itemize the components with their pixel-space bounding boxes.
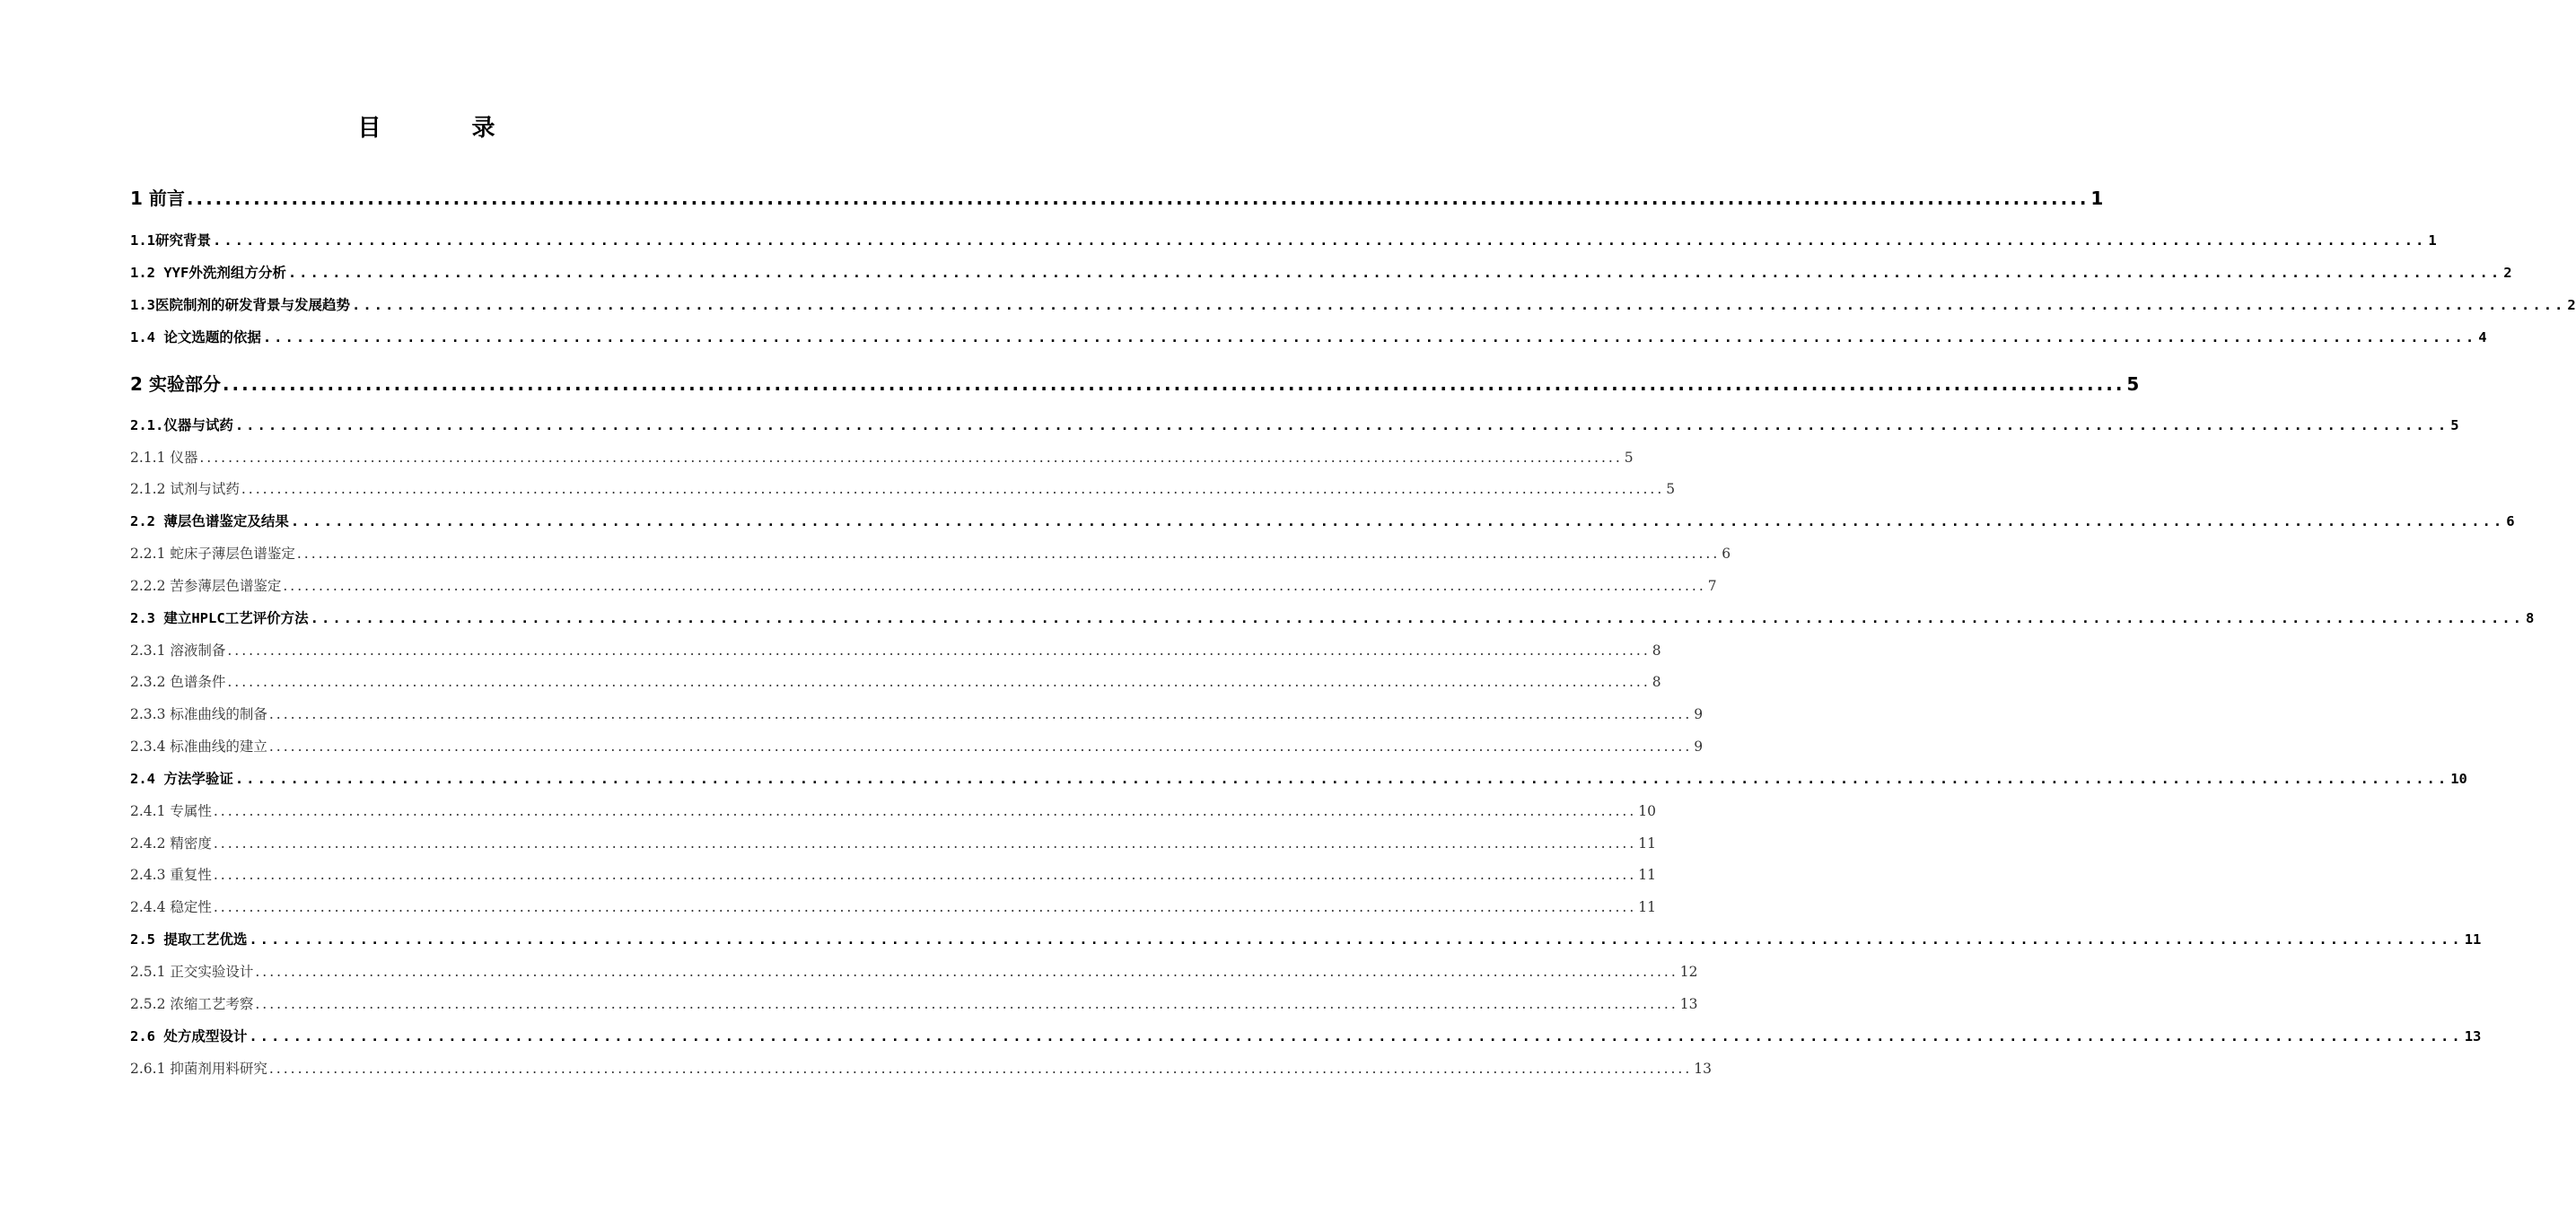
toc-page-number: 8 (1652, 642, 1661, 659)
toc-entry[interactable] (130, 768, 2467, 788)
toc-entry[interactable] (130, 262, 2512, 282)
toc-entry[interactable] (130, 478, 1676, 498)
toc-entry-label: 2.1.2 试剂与试药 (130, 481, 240, 497)
toc-entry[interactable] (130, 671, 1661, 691)
toc-page-number: 12 (1679, 964, 1698, 980)
toc-entry-label: 2.2 薄层色谱鉴定及结果 (130, 513, 289, 529)
toc-entry-label: 2.3 建立HPLC工艺评价方法 (130, 610, 309, 626)
toc-entry-label: 2.6 处方成型设计 (130, 1028, 248, 1044)
toc-leader-dots: ........................................................................................................................................................................................................ (222, 373, 2125, 395)
toc-entry-label: 2.4.1 专属性 (130, 803, 212, 819)
toc-page-number: 11 (1638, 899, 1657, 915)
toc-entry[interactable] (130, 543, 1731, 563)
toc-entry[interactable] (130, 993, 1698, 1013)
toc-leader-dots: ........................................................................................................................................................................................................ (268, 706, 1693, 722)
toc-leader-dots: ........................................................................................................................................................................................................ (213, 867, 1637, 883)
toc-leader-dots: ........................................................................................................................................................................................................ (249, 1028, 2463, 1044)
toc-page-number: 13 (2464, 1028, 2482, 1044)
toc-title: 目 录 (357, 115, 537, 142)
toc-entry[interactable] (130, 833, 1657, 852)
toc-leader-dots: ........................................................................................................................................................................................................ (352, 297, 2566, 313)
toc-entry[interactable] (130, 447, 1634, 467)
toc-leader-dots: ........................................................................................................................................................................................................ (255, 964, 1678, 980)
toc-leader-dots: ........................................................................................................................................................................................................ (268, 738, 1693, 755)
toc-entry[interactable] (130, 575, 1717, 595)
toc-leader-dots: ........................................................................................................................................................................................................ (249, 931, 2463, 948)
toc-page-number: 5 (2126, 373, 2140, 395)
toc-leader-dots: ........................................................................................................................................................................................................ (241, 481, 1665, 497)
toc-entry-label: 2.2.2 苦参薄层色谱鉴定 (130, 578, 282, 594)
toc-page-number: 4 (2478, 329, 2487, 345)
toc-leader-dots: ........................................................................................................................................................................................................ (290, 513, 2505, 529)
toc-entry-label: 1 前言 (130, 188, 185, 209)
toc-entry[interactable] (130, 370, 2140, 396)
toc-leader-dots: ........................................................................................................................................................................................................ (234, 771, 2449, 787)
toc-page-number: 8 (1652, 674, 1661, 690)
toc-page-number: 5 (1624, 450, 1634, 466)
toc-entry-label: 2.3.3 标准曲线的制备 (130, 706, 267, 722)
toc-leader-dots: ........................................................................................................................................................................................................ (310, 610, 2525, 626)
toc-entry[interactable] (130, 294, 2576, 314)
toc-page-number: 6 (2506, 513, 2515, 529)
toc-entry[interactable] (130, 327, 2487, 346)
toc-leader-dots: ........................................................................................................................................................................................................ (268, 1061, 1693, 1077)
toc-entry-label: 2.4.3 重复性 (130, 867, 212, 883)
toc-entry[interactable] (130, 230, 2437, 249)
toc-entry[interactable] (130, 1058, 1713, 1078)
toc-page-number: 5 (1666, 481, 1676, 497)
toc-entry-label: 1.3医院制剂的研发背景与发展趋势 (130, 297, 350, 313)
toc-leader-dots: ........................................................................................................................................................................................................ (287, 265, 2502, 281)
toc-entry[interactable] (130, 864, 1657, 884)
toc-page-number: 2 (2503, 265, 2512, 281)
toc-page-number: 13 (1679, 996, 1698, 1012)
toc-entry[interactable] (130, 736, 1704, 756)
toc-entry-label: 1.4 论文选题的依据 (130, 329, 261, 345)
toc-entry-label: 2.6.1 抑菌剂用料研究 (130, 1061, 267, 1077)
toc-entry[interactable] (130, 961, 1698, 981)
toc-entry[interactable] (130, 1026, 2482, 1045)
toc-entry-label: 2.3.2 色谱条件 (130, 674, 226, 690)
toc-leader-dots: ........................................................................................................................................................................................................ (255, 996, 1678, 1012)
toc-entry-label: 2 实验部分 (130, 373, 221, 395)
toc-entry-label: 2.4.2 精密度 (130, 835, 212, 852)
toc-entry-label: 2.3.4 标准曲线的建立 (130, 738, 267, 755)
toc-leader-dots: ........................................................................................................................................................................................................ (227, 674, 1651, 690)
toc-page-number: 11 (1638, 835, 1657, 852)
toc-leader-dots: ........................................................................................................................................................................................................ (213, 899, 1637, 915)
toc-entry-label: 1.2 YYF外洗剂组方分析 (130, 265, 286, 281)
toc-entry[interactable] (130, 929, 2482, 948)
toc-leader-dots: ........................................................................................................................................................................................................ (296, 546, 1721, 562)
toc-leader-dots: ........................................................................................................................................................................................................ (213, 835, 1637, 852)
toc-leader-dots: ........................................................................................................................................................................................................ (213, 232, 2427, 249)
toc-page-number: 9 (1694, 738, 1704, 755)
toc-entry[interactable] (130, 640, 1661, 660)
toc-page-number: 8 (2526, 610, 2535, 626)
toc-page-number: 6 (1722, 546, 1731, 562)
toc-page-number: 10 (2450, 771, 2467, 787)
toc-entry[interactable] (130, 511, 2515, 530)
toc-entry-label: 2.2.1 蛇床子薄层色谱鉴定 (130, 546, 295, 562)
toc-page-number: 10 (1638, 803, 1657, 819)
toc-page-number: 9 (1694, 706, 1704, 722)
toc-page-number: 7 (1707, 578, 1717, 594)
toc-entry-label: 2.5 提取工艺优选 (130, 931, 248, 948)
toc-page-number: 2 (2567, 297, 2576, 313)
toc-entry-label: 2.1.仪器与试药 (130, 417, 233, 433)
toc-page-number: 11 (1638, 867, 1657, 883)
toc-leader-dots: ........................................................................................................................................................................................................ (186, 188, 2090, 209)
toc-leader-dots: ........................................................................................................................................................................................................ (234, 417, 2449, 433)
toc-entry-label: 1.1研究背景 (130, 232, 211, 249)
toc-entry[interactable] (130, 184, 2104, 210)
toc-entry[interactable] (130, 800, 1657, 820)
toc-entry[interactable] (130, 704, 1704, 723)
toc-page-number: 1 (2090, 188, 2104, 209)
toc-entry-label: 2.5.1 正交实验设计 (130, 964, 254, 980)
toc-leader-dots: ........................................................................................................................................................................................................ (213, 803, 1637, 819)
toc-entry-label: 2.4 方法学验证 (130, 771, 233, 787)
toc-entry-label: 2.1.1 仪器 (130, 450, 198, 466)
toc-leader-dots: ........................................................................................................................................................................................................ (283, 578, 1706, 594)
toc-entry-label: 2.5.2 浓缩工艺考察 (130, 996, 254, 1012)
toc-entry-label: 2.3.1 溶液制备 (130, 642, 226, 659)
toc-leader-dots: ........................................................................................................................................................................................................ (262, 329, 2477, 345)
toc-page-number: 11 (2464, 931, 2482, 948)
toc-entry[interactable] (130, 896, 1657, 916)
toc-page-number: 13 (1694, 1061, 1713, 1077)
toc-leader-dots: ........................................................................................................................................................................................................ (199, 450, 1623, 466)
toc-leader-dots: ........................................................................................................................................................................................................ (227, 642, 1651, 659)
toc-page-number: 5 (2450, 417, 2459, 433)
toc-page-number: 1 (2428, 232, 2437, 249)
toc-entry-label: 2.4.4 稳定性 (130, 899, 212, 915)
toc-entry[interactable] (130, 607, 2535, 627)
toc-entry[interactable] (130, 415, 2459, 434)
